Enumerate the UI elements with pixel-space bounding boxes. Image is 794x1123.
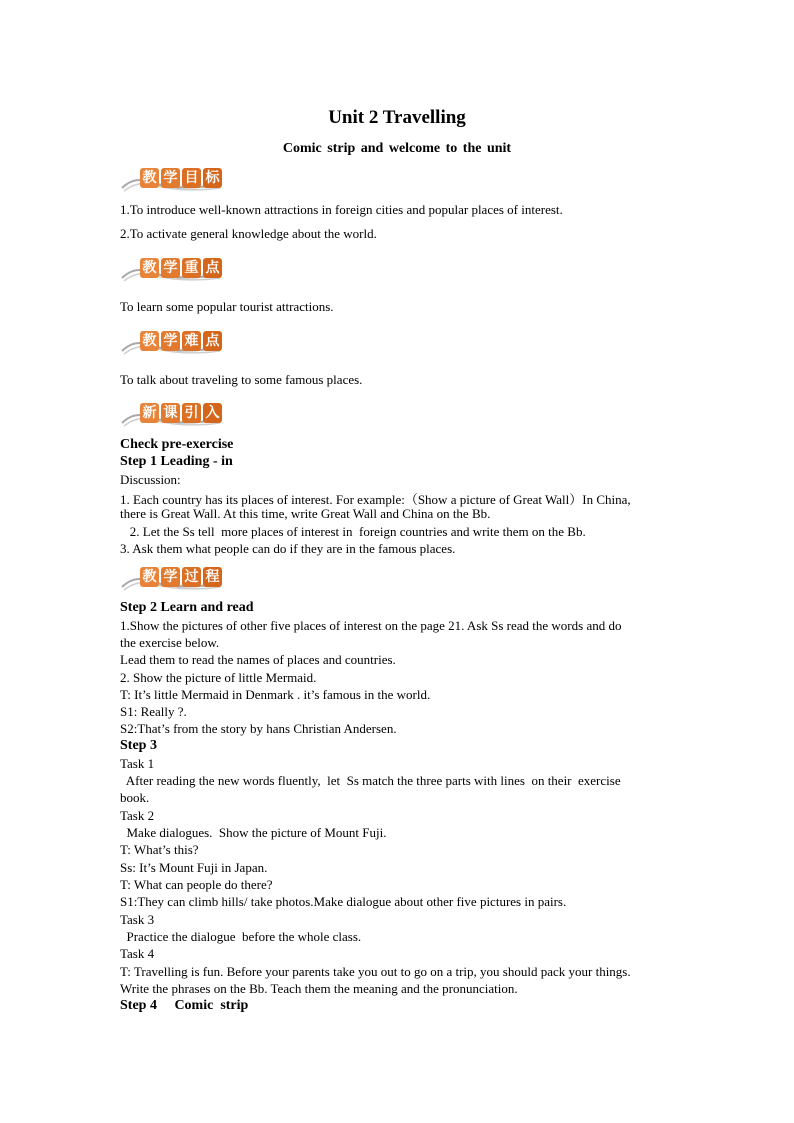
- badge-char: 入: [203, 403, 222, 423]
- body-line: Discussion:: [120, 472, 181, 487]
- body-line: S1: Really ?.: [120, 704, 187, 719]
- process-badge: [120, 565, 224, 593]
- section-heading: Check pre-exercise: [120, 437, 234, 452]
- objective-line: 1.To introduce well-known attractions in foreign cities and popular places of interest.: [120, 202, 563, 217]
- badge-char: 过: [182, 567, 201, 587]
- badge-char: 点: [203, 331, 222, 351]
- badge-char: 程: [203, 567, 222, 587]
- body-line: 2. Show the picture of little Mermaid.: [120, 670, 317, 685]
- body-line: T: Travelling is fun. Before your parents take you out to go on a trip, you should pack your things.: [120, 964, 631, 979]
- badge-char: 新: [140, 403, 159, 423]
- step-heading: Step 4 Comic strip: [120, 998, 249, 1013]
- body-line: T: What’s this?: [120, 842, 199, 857]
- body-line: book.: [120, 790, 150, 805]
- badge-char: 重: [182, 258, 201, 278]
- body-line: 2. Let the Ss tell more places of interest in foreign countries and write them on the Bb.: [120, 524, 586, 539]
- badge-char: 教: [140, 258, 159, 278]
- badge-char: 引: [182, 403, 201, 423]
- badge-char: 学: [161, 258, 180, 278]
- body-line: 3. Ask them what people can do if they are in the famous places.: [120, 541, 456, 556]
- body-line: Ss: It’s Mount Fuji in Japan.: [120, 860, 268, 875]
- badge-char: 标: [203, 168, 222, 188]
- badge-char: 教: [140, 567, 159, 587]
- body-line: 1.Show the pictures of other five places of interest on the page 21. Ask Ss read the words and do: [120, 618, 622, 633]
- difficulties-badge: [120, 329, 224, 357]
- badge-char: 教: [140, 168, 159, 188]
- step-heading: Step 1 Leading - in: [120, 454, 233, 469]
- body-line: the exercise below.: [120, 635, 220, 650]
- body-line: Task 2: [120, 808, 155, 823]
- badge-char: 难: [182, 331, 201, 351]
- intro-badge: [120, 401, 224, 429]
- badge-char: 学: [161, 567, 180, 587]
- badge-char: 教: [140, 331, 159, 351]
- step-heading: Step 3: [120, 738, 157, 753]
- body-line: Task 1: [120, 756, 155, 771]
- badge-char: 课: [161, 403, 180, 423]
- body-line: S1:They can climb hills/ take photos.Make dialogue about other five pictures in pairs.: [120, 894, 567, 909]
- body-line: Task 3: [120, 912, 155, 927]
- body-line: 1. Each country has its places of interest. For example:（Show a picture of Great Wall）In China,: [120, 492, 631, 507]
- objectives-badge: [120, 166, 224, 194]
- badge-char: 点: [203, 258, 222, 278]
- badge-char: 学: [161, 331, 180, 351]
- page-title: Unit 2 Travelling: [328, 107, 466, 128]
- body-line: After reading the new words fluently, let Ss match the three parts with lines on their exercise: [120, 773, 621, 788]
- body-line: S2:That’s from the story by hans Christian Andersen.: [120, 721, 397, 736]
- body-line: Make dialogues. Show the picture of Mount Fuji.: [120, 825, 387, 840]
- badge-char: 目: [182, 168, 201, 188]
- body-line: Write the phrases on the Bb. Teach them the meaning and the pronunciation.: [120, 981, 518, 996]
- difficulty-line: To talk about traveling to some famous places.: [120, 372, 363, 387]
- body-line: there is Great Wall. At this time, write Great Wall and China on the Bb.: [120, 506, 491, 521]
- step-heading: Step 2 Learn and read: [120, 600, 254, 615]
- key-points-badge: [120, 256, 224, 284]
- badge-char: 学: [161, 168, 180, 188]
- body-line: Lead them to read the names of places and countries.: [120, 652, 396, 667]
- body-line: Practice the dialogue before the whole class.: [120, 929, 362, 944]
- objective-line: 2.To activate general knowledge about the world.: [120, 226, 377, 241]
- page-subtitle: Comic strip and welcome to the unit: [282, 141, 512, 156]
- body-line: T: It’s little Mermaid in Denmark . it’s famous in the world.: [120, 687, 431, 702]
- key-point-line: To learn some popular tourist attractions.: [120, 299, 334, 314]
- body-line: Task 4: [120, 946, 155, 961]
- body-line: T: What can people do there?: [120, 877, 273, 892]
